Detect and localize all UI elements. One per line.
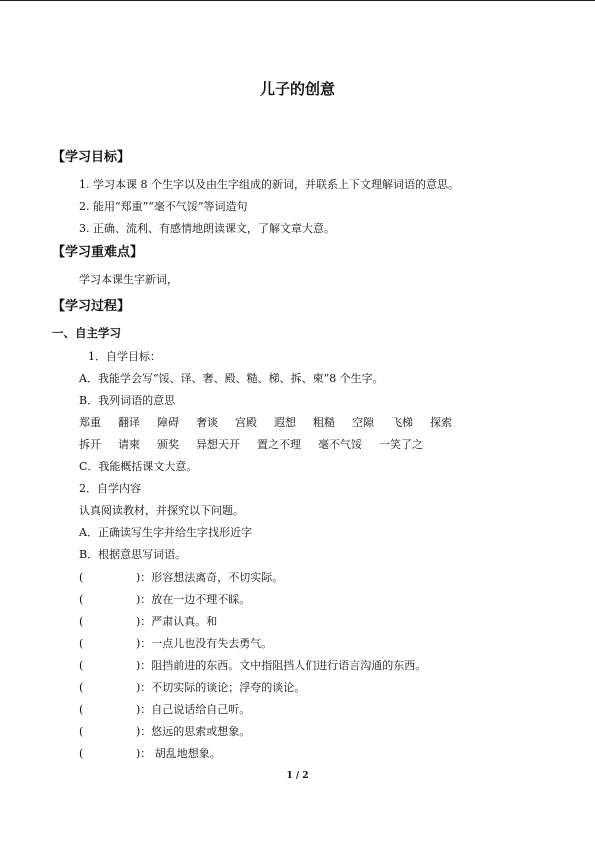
fill-blank-definition: )：不切实际的谈论；浮夸的谈论。 [136, 681, 306, 694]
goal-item-1: 1. 学习本课 8 个生字以及由生字组成的新词，并联系上下文理解词语的意思。 [79, 178, 459, 191]
goal-item-c: C．我能概括课文大意。 [79, 460, 198, 473]
heading-learning-process: 【学习过程】 [52, 299, 131, 314]
fill-blank-row [79, 745, 221, 761]
vocab-word: 飞梯 [391, 416, 413, 429]
fill-blank-row [79, 701, 250, 717]
goal-item-a: A．我能学会写“馁、译、奢、殿、糙、梯、拆、柬”8 个生字。 [79, 372, 384, 385]
fill-blank-row [79, 657, 426, 673]
fill-blank-definition: )：形容想法离奇，不切实际。 [136, 571, 284, 584]
fill-blank-definition: )：悠远的思索或想象。 [136, 725, 251, 738]
vocab-word: 毫不气馁 [318, 438, 362, 451]
fill-blank-open: ( [79, 747, 84, 760]
fill-blank-open: ( [79, 615, 84, 628]
fill-blank-open: ( [79, 659, 84, 672]
heading-learning-goals: 【学习目标】 [52, 150, 131, 165]
fill-blank-open: ( [79, 637, 84, 650]
fill-blank-open: ( [79, 703, 84, 716]
vocab-word: 异想天开 [196, 438, 240, 451]
page-title: 儿子的创意 [259, 80, 335, 98]
fill-blank-row [79, 569, 283, 585]
vocab-word: 障碍 [157, 416, 179, 429]
goal-item-2: 2. 能用“郑重”“毫不气馁”等词造句 [79, 200, 248, 213]
heading-key-points: 【学习重难点】 [52, 245, 144, 260]
vocab-word: 空隙 [352, 416, 374, 429]
task-b: B．根据意思写词语。 [79, 548, 187, 561]
fill-blank-definition: )：严肃认真。和 [136, 615, 218, 628]
vocab-word: 探索 [430, 416, 452, 429]
vocab-word: 颁奖 [157, 438, 179, 451]
vocab-row-2 [79, 436, 423, 452]
vocab-word: 奢谈 [196, 416, 218, 429]
vocab-word: 郑重 [79, 416, 101, 429]
fill-blank-row [79, 723, 250, 739]
instruction-text: 认真阅读教材，并探究以下问题。 [79, 504, 244, 517]
top-rule [0, 0, 595, 1]
self-study-goal-label: 1．自学目标： [88, 350, 161, 363]
self-study-content-label: 2．自学内容 [79, 482, 141, 495]
fill-blank-definition: )：自己说话给自己听。 [136, 703, 251, 716]
fill-blank-open: ( [79, 593, 84, 606]
goal-item-3: 3. 正确、流利、有感情地朗读课文，了解文章大意。 [79, 222, 335, 235]
fill-blank-row [79, 679, 305, 695]
fill-blank-definition: )：一点儿也没有失去勇气。 [136, 637, 273, 650]
fill-blank-definition: )：阻挡前进的东西。文中指阻挡人们进行语言沟通的东西。 [136, 659, 427, 672]
vocab-word: 宫殿 [235, 416, 257, 429]
vocab-row-1 [79, 414, 452, 430]
key-points-text: 学习本课生字新词， [79, 273, 178, 286]
fill-blank-row [79, 613, 217, 629]
fill-blank-open: ( [79, 681, 84, 694]
vocab-word: 置之不理 [257, 438, 301, 451]
goal-item-b: B．我列词语的意思 [79, 394, 176, 407]
vocab-word: 翻译 [118, 416, 140, 429]
subheading-self-study: 一、自主学习 [52, 326, 121, 340]
fill-blank-definition: )： 胡乱地想象。 [136, 747, 221, 760]
vocab-word: 粗糙 [313, 416, 335, 429]
fill-blank-open: ( [79, 725, 84, 738]
vocab-word: 请柬 [118, 438, 140, 451]
vocab-word: 拆开 [79, 438, 101, 451]
fill-blank-row [79, 591, 250, 607]
vocab-word: 一笑了之 [379, 438, 423, 451]
fill-blank-open: ( [79, 571, 84, 584]
fill-blank-row [79, 635, 272, 651]
fill-blank-definition: )：放在一边不理不睬。 [136, 593, 251, 606]
page-number: 1 / 2 [286, 771, 309, 781]
task-a: A．正确读写生字并给生字找形近字 [79, 526, 252, 539]
vocab-word: 遐想 [274, 416, 296, 429]
